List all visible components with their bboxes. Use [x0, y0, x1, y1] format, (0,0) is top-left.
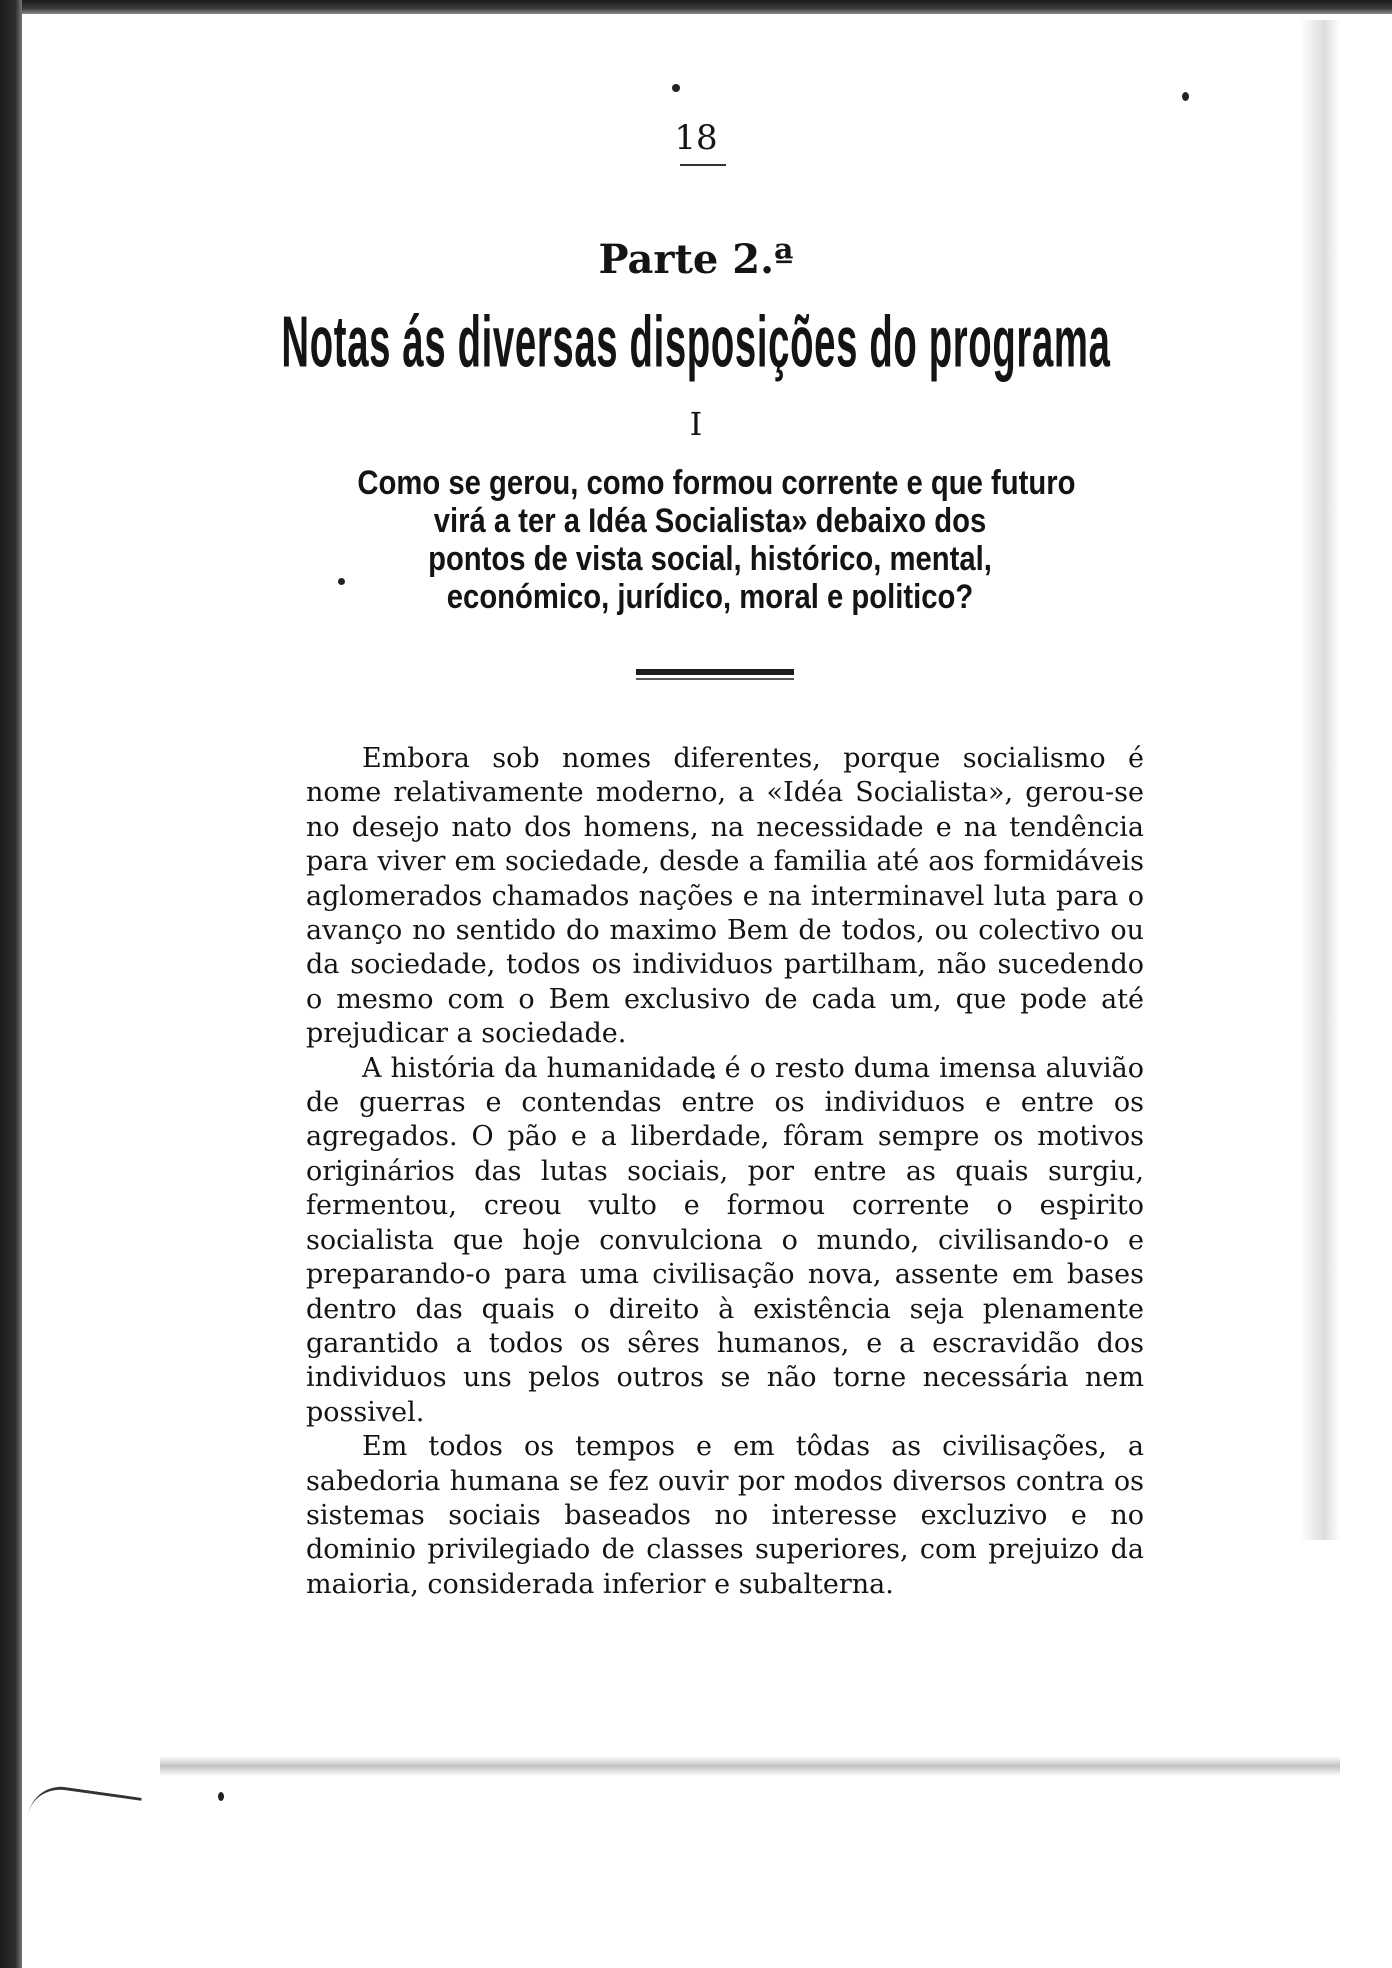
scan-border-left [0, 0, 22, 1968]
scan-border-top [0, 0, 1392, 14]
section-question [357, 464, 1076, 616]
question-line: Como se gerou, como formou corrente e que futuro [357, 464, 1076, 502]
page-curl [28, 1783, 142, 1831]
paragraph: Embora sob nomes diferentes, porque socialismo é nome relativamente moderno, a «Idéa Socialista», gerou-se no desejo nato dos homens, na necessidade e na tendência para viver em sociedade, desde a familia até aos formidáveis aglomerados chamados nações e na interminavel luta para o avanço no sentido do maximo Bem de todos, ou colectivo ou da sociedade, todos os individuos partilham, não sucedendo o mesmo com o Bem exclusivo de cada um, que pode até prejudicar a sociedade. [306, 743, 1144, 1050]
ink-speck [218, 1792, 224, 1801]
ink-speck [1182, 92, 1189, 101]
scan-shadow-bottom [160, 1756, 1340, 1776]
question-line: pontos de vista social, histórico, mental, [428, 540, 992, 578]
question-line: económico, jurídico, moral e politico? [446, 578, 974, 616]
page-number: 18 [674, 118, 718, 158]
ink-speck [672, 84, 680, 92]
separator-rule [636, 669, 794, 675]
section-numeral: I [689, 405, 703, 443]
part-heading: Parte 2.ª [598, 236, 794, 283]
page-number-rule [680, 164, 726, 166]
paragraph: A história da humanidade é o resto duma imensa aluvião de guerras e contendas entre os individuos e entre os agregados. O pão e a liberdade, fôram sempre os motivos originários das lutas sociais, por entre as quais surgiu, fermentou, creou vulto e formou corrente o espirito socialista que hoje convulciona o mundo, civilisando-o e preparando-o para uma civilisação nova, assente em bases dentro das quais o direito à existência seja plenamente garantido a todos os sêres humanos, e a escravidão dos individuos uns pelos outros se não torne necessária nem possivel. [306, 1052, 1144, 1428]
main-title: Notas ás diversas disposições do programa [281, 301, 1111, 383]
paragraph: Em todos os tempos e em tôdas as civilisações, a sabedoria humana se fez ouvir por modos diversos contra os sistemas sociais baseados no interesse excluzivo e no dominio privilegiado de classes superiores, com prejuizo da maioria, considerada inferior e subalterna. [306, 1431, 1144, 1600]
question-line: virá a ter a Idéa Socialista» debaixo dos [433, 502, 987, 540]
ink-speck [338, 578, 345, 585]
separator-rule-thin [636, 678, 794, 680]
body-text [306, 742, 1144, 1602]
